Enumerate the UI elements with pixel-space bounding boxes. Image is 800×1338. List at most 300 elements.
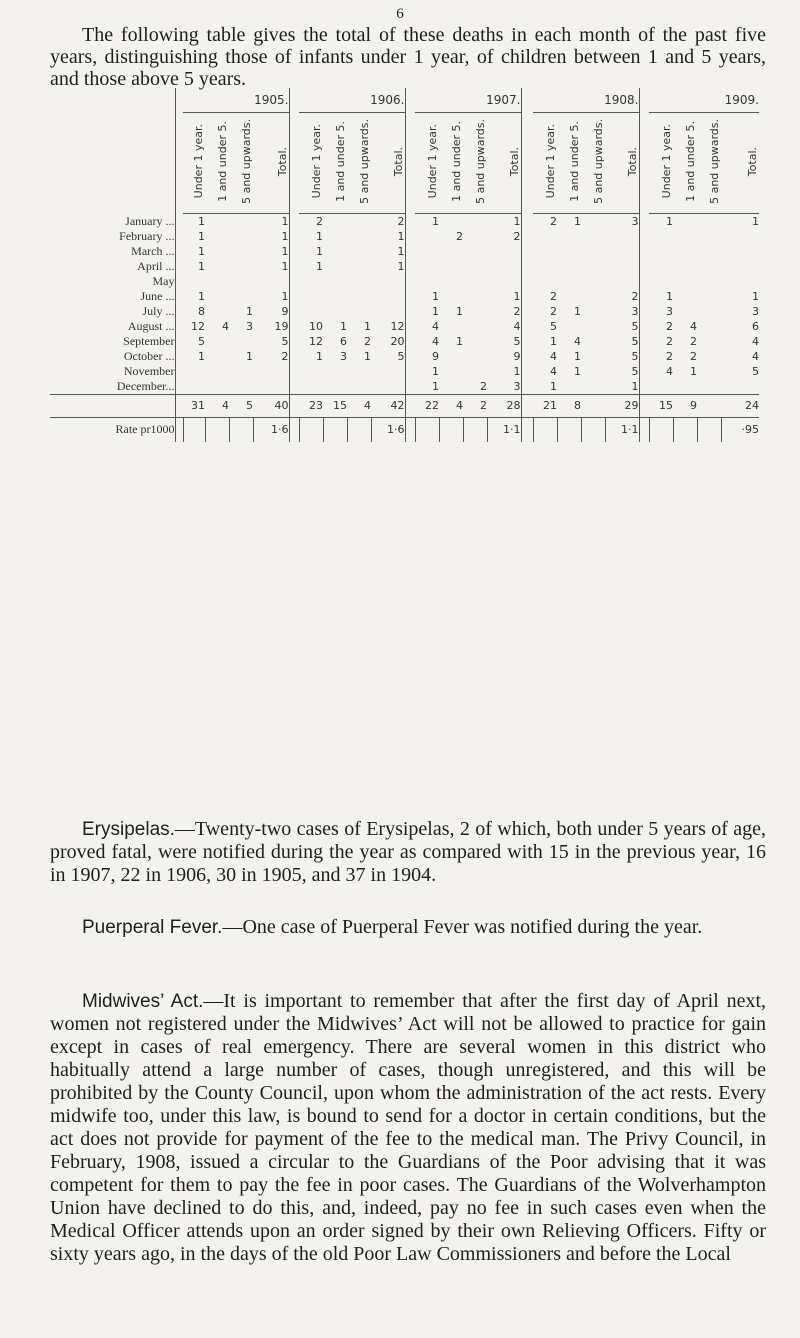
column-header-total (253, 113, 289, 214)
cell-5-and-up (697, 379, 721, 395)
month-row (50, 349, 759, 364)
year-separator (521, 214, 533, 229)
cell-under-1 (183, 364, 205, 379)
rate-value: 1·6 (253, 417, 289, 442)
column-header-1-to-5 (323, 113, 347, 214)
cell-under-1: 2 (550, 304, 557, 318)
year-separator (405, 113, 415, 214)
cell-total: 1 (631, 379, 639, 393)
month-label: March ... (131, 243, 175, 258)
year-separator (175, 379, 183, 395)
cell-1-to-5: 8 (557, 394, 581, 417)
year-separator (289, 364, 299, 379)
cell-1-to-5 (557, 274, 581, 289)
cell-5-and-up (347, 229, 371, 244)
cell-total (371, 304, 405, 319)
midwives-heading: Midwives’ Act. (82, 991, 204, 1012)
column-header-label: Under 1 year. (426, 124, 439, 199)
cell-5-and-up: 3 (246, 319, 253, 333)
cell-1-to-5 (323, 304, 347, 319)
cell-total: 1 (397, 229, 405, 243)
cell-total: 1 (281, 214, 289, 228)
cell-under-1: 1 (198, 229, 205, 243)
cell-under-1: 1 (316, 229, 323, 243)
column-header-label: 1 and under 5. (450, 121, 463, 202)
cell-under-1: 5 (198, 334, 205, 348)
year-separator (175, 259, 183, 274)
cell-1-to-5: 1 (574, 214, 581, 228)
cell-total: 4 (513, 319, 521, 333)
cell-total: 19 (274, 319, 289, 333)
cell-1-to-5 (205, 364, 229, 379)
year-separator (175, 214, 183, 229)
cell-total (721, 244, 759, 259)
cell-under-1: 12 (309, 334, 323, 348)
cell-total: 1 (513, 289, 521, 303)
cell-under-1 (533, 244, 557, 259)
cell-total (371, 364, 405, 379)
cell-under-1: 31 (183, 394, 205, 417)
cell-under-1: 3 (666, 304, 673, 318)
puerperal-heading: Puerperal Fever. (82, 917, 223, 938)
column-header-total (371, 113, 405, 214)
cell-under-1: 10 (309, 319, 323, 333)
column-header-label: Total. (391, 146, 405, 177)
year-separator (405, 274, 415, 289)
year-separator (175, 244, 183, 259)
year-separator (175, 334, 183, 349)
cell-5-and-up: 2 (480, 379, 487, 393)
column-header-label: Under 1 year. (310, 124, 323, 199)
cell-under-1: 1 (550, 379, 557, 393)
cell-total (487, 244, 521, 259)
column-header-under-1 (415, 113, 439, 214)
cell-total: 42 (371, 394, 405, 417)
cell-total: 1 (752, 214, 759, 228)
cell-5-and-up (347, 379, 371, 395)
year-separator (639, 394, 649, 417)
cell-total: 24 (721, 394, 759, 417)
cell-5-and-up (581, 259, 605, 274)
column-header-5-and-up (581, 113, 605, 214)
cell-5-and-up (463, 349, 487, 364)
cell-5-and-up (229, 364, 253, 379)
year-separator (521, 259, 533, 274)
cell-under-1: 4 (432, 319, 439, 333)
year-separator (405, 349, 415, 364)
year-separator (639, 417, 649, 442)
cell-under-1: 1 (316, 259, 323, 273)
year-separator (175, 349, 183, 364)
corner-cell (50, 113, 175, 214)
cell-under-1: 1 (198, 349, 205, 363)
year-separator (405, 334, 415, 349)
cell-5-and-up (229, 214, 253, 229)
cell-under-1 (649, 379, 673, 395)
rate-empty-cell (533, 417, 557, 442)
month-row (50, 259, 759, 274)
cell-5-and-up (581, 214, 605, 229)
cell-5-and-up (697, 304, 721, 319)
cell-5-and-up (581, 244, 605, 259)
cell-1-to-5 (205, 259, 229, 274)
year-separator (289, 289, 299, 304)
year-separator (289, 274, 299, 289)
year-separator (175, 304, 183, 319)
cell-under-1 (533, 259, 557, 274)
cell-5-and-up (229, 259, 253, 274)
column-header-label: 5 and upwards. (592, 119, 605, 204)
cell-under-1 (649, 244, 673, 259)
cell-under-1 (533, 274, 557, 289)
intro-text: The following table gives the total of these deaths in each month of the past five years, distinguishing those of infants under 1 year, of children between 1 and 5 years, and those above 5 years. (50, 24, 766, 90)
cell-under-1: 1 (432, 364, 439, 378)
cell-under-1 (415, 244, 439, 259)
cell-total (487, 259, 521, 274)
column-header-row (50, 113, 759, 214)
cell-5-and-up (347, 304, 371, 319)
cell-1-to-5 (205, 274, 229, 289)
month-row (50, 304, 759, 319)
cell-under-1: 1 (432, 214, 439, 228)
rate-empty-cell (649, 417, 673, 442)
column-header-total (605, 113, 639, 214)
month-row (50, 244, 759, 259)
cell-total: 2 (281, 349, 289, 363)
cell-under-1 (649, 229, 673, 244)
cell-1-to-5 (673, 289, 697, 304)
year-separator (521, 244, 533, 259)
cell-total: 5 (513, 334, 521, 348)
cell-total (721, 379, 759, 395)
cell-total (253, 364, 289, 379)
cell-1-to-5: 2 (690, 349, 697, 363)
cell-under-1: 1 (316, 244, 323, 258)
cell-total (371, 289, 405, 304)
cell-under-1: 1 (550, 334, 557, 348)
cell-total: 2 (513, 304, 521, 318)
cell-total: 1 (281, 289, 289, 303)
rate-value: ·95 (721, 417, 759, 442)
cell-1-to-5: 1 (574, 364, 581, 378)
year-separator (639, 379, 649, 395)
cell-under-1 (415, 274, 439, 289)
cell-under-1: 1 (198, 244, 205, 258)
cell-1-to-5: 1 (456, 304, 463, 318)
column-header-5-and-up (347, 113, 371, 214)
cell-1-to-5 (323, 244, 347, 259)
year-separator (405, 304, 415, 319)
cell-1-to-5: 6 (340, 334, 347, 348)
year-separator (405, 417, 415, 442)
cell-5-and-up (347, 274, 371, 289)
midwives-text: —It is important to remember that after the first day of April next, women not registered under the Midwives’ Act will not be allowed to practice for gain except in cases of real emergency. There are several women in this district who habitually attend a large number of cases, though unregistered, and this will be prohibited by the County Council, upon whom the administration of the act rests. Every midwife too, under this law, is bound to send for a doctor in certain conditions, but the act does not provide for payment of the fee to the medical man. The Privy Council, in February, 1908, issued a circular to the Guardians of the Poor advising that it was competent for them to pay the fee in poor cases. The Guardians of the Wolverhampton Union have declined to do this, and, indeed, pay no fee in such cases even when the Medical Officer attends upon an order signed by their own Relieving Officers. Fifty or sixty years ago, in the days of the old Poor Law Commissioners and before the Local (50, 990, 767, 1265)
cell-1-to-5: 2 (456, 229, 463, 243)
cell-5-and-up (697, 244, 721, 259)
totals-label (50, 394, 175, 417)
year-separator (175, 113, 183, 214)
cell-under-1: 1 (666, 214, 673, 228)
intro-paragraph (50, 24, 766, 90)
cell-1-to-5 (205, 304, 229, 319)
cell-total: 29 (605, 394, 639, 417)
cell-5-and-up (463, 304, 487, 319)
year-separator (289, 304, 299, 319)
cell-total: 5 (397, 349, 405, 363)
cell-total: 2 (397, 214, 405, 228)
rate-value: 1·6 (371, 417, 405, 442)
cell-5-and-up (347, 289, 371, 304)
cell-total: 6 (752, 319, 759, 333)
rate-empty-cell (697, 417, 721, 442)
cell-total (371, 274, 405, 289)
cell-total: 40 (253, 394, 289, 417)
column-header-1-to-5 (205, 113, 229, 214)
year-separator (521, 334, 533, 349)
cell-total (253, 274, 289, 289)
cell-1-to-5 (323, 364, 347, 379)
cell-under-1 (649, 259, 673, 274)
year-separator (639, 349, 649, 364)
cell-total: 4 (752, 349, 759, 363)
cell-5-and-up (347, 364, 371, 379)
midwives-section (50, 990, 766, 1266)
cell-under-1: 1 (432, 304, 439, 318)
year-separator (405, 379, 415, 395)
cell-total: 3 (631, 214, 639, 228)
year-separator (289, 113, 299, 214)
cell-total: 5 (281, 334, 289, 348)
month-label: July ... (142, 303, 175, 318)
cell-1-to-5 (439, 274, 463, 289)
cell-5-and-up (463, 214, 487, 229)
cell-5-and-up (229, 244, 253, 259)
month-row (50, 289, 759, 304)
cell-1-to-5 (673, 229, 697, 244)
column-header-label: 5 and upwards. (708, 119, 721, 204)
column-header-label: 1 and under 5. (216, 121, 229, 202)
cell-1-to-5 (673, 259, 697, 274)
month-row (50, 319, 759, 334)
year-separator (289, 319, 299, 334)
year-separator (521, 113, 533, 214)
cell-under-1: 12 (191, 319, 205, 333)
column-header-1-to-5 (439, 113, 463, 214)
cell-under-1: 1 (316, 349, 323, 363)
cell-under-1: 1 (198, 214, 205, 228)
column-header-under-1 (649, 113, 673, 214)
cell-5-and-up: 1 (364, 319, 371, 333)
cell-1-to-5: 1 (690, 364, 697, 378)
rate-value: 1·1 (605, 417, 639, 442)
column-header-total (487, 113, 521, 214)
cell-total: 5 (631, 364, 639, 378)
cell-1-to-5: 1 (340, 319, 347, 333)
year-header-1909: 1909. (649, 88, 759, 113)
cell-1-to-5 (205, 334, 229, 349)
cell-total: 1 (513, 364, 521, 378)
cell-total (253, 379, 289, 395)
column-header-label: Total. (746, 146, 759, 177)
year-separator (289, 417, 299, 442)
column-header-label: Total. (507, 146, 521, 177)
year-separator (175, 319, 183, 334)
cell-5-and-up (229, 274, 253, 289)
cell-total: 1 (281, 259, 289, 273)
cell-5-and-up (581, 379, 605, 395)
year-separator (289, 349, 299, 364)
cell-total: 1 (281, 229, 289, 243)
cell-1-to-5: 2 (690, 334, 697, 348)
year-separator (521, 379, 533, 395)
cell-total: 3 (631, 304, 639, 318)
rate-empty-cell (229, 417, 253, 442)
cell-total: 5 (631, 334, 639, 348)
cell-under-1: 4 (666, 364, 673, 378)
year-separator (639, 259, 649, 274)
column-header-label: 1 and under 5. (568, 121, 581, 202)
cell-5-and-up (581, 319, 605, 334)
rate-empty-cell (463, 417, 487, 442)
cell-under-1: 2 (550, 214, 557, 228)
year-separator (639, 244, 649, 259)
cell-5-and-up (229, 379, 253, 395)
year-separator (175, 417, 183, 442)
cell-under-1: 2 (666, 349, 673, 363)
cell-under-1 (415, 229, 439, 244)
cell-5-and-up (581, 394, 605, 417)
column-header-label: Total. (625, 146, 639, 177)
cell-total: 12 (390, 319, 405, 333)
month-row (50, 364, 759, 379)
cell-under-1: 4 (550, 349, 557, 363)
year-separator (521, 394, 533, 417)
cell-under-1 (183, 379, 205, 395)
cell-1-to-5: 4 (439, 394, 463, 417)
cell-1-to-5 (557, 289, 581, 304)
cell-5-and-up: 1 (364, 349, 371, 363)
cell-under-1 (299, 364, 323, 379)
cell-under-1: 2 (666, 334, 673, 348)
year-separator (521, 417, 533, 442)
cell-5-and-up (581, 304, 605, 319)
cell-total: 2 (631, 289, 639, 303)
cell-under-1: 4 (432, 334, 439, 348)
cell-under-1: 1 (432, 289, 439, 303)
cell-under-1: 1 (198, 259, 205, 273)
cell-5-and-up (697, 364, 721, 379)
cell-5-and-up (463, 364, 487, 379)
cell-1-to-5 (439, 259, 463, 274)
cell-1-to-5 (557, 244, 581, 259)
column-header-label: 5 and upwards. (358, 119, 371, 204)
month-label: November (123, 363, 175, 378)
year-separator (405, 394, 415, 417)
column-header-label: 5 and upwards. (240, 119, 253, 204)
cell-under-1: 21 (533, 394, 557, 417)
year-separator (639, 214, 649, 229)
erysipelas-text: —Twenty-two cases of Erysipelas, 2 of which, both under 5 years of age, proved fatal, were notified during the year as compared with 15 in the previous year, 16 in 1907, 22 in 1906, 30 in 1905, and 37 in 1904. (50, 818, 766, 886)
cell-5-and-up (697, 289, 721, 304)
puerperal-text: —One case of Puerperal Fever was notified during the year. (222, 916, 703, 938)
rate-empty-cell (205, 417, 229, 442)
month-row (50, 334, 759, 349)
deaths-table (50, 88, 759, 442)
cell-under-1: 2 (316, 214, 323, 228)
cell-under-1: 2 (550, 289, 557, 303)
cell-5-and-up (697, 259, 721, 274)
cell-1-to-5 (323, 229, 347, 244)
year-separator (289, 244, 299, 259)
cell-1-to-5 (439, 379, 463, 395)
year-separator (521, 364, 533, 379)
cell-1-to-5 (439, 244, 463, 259)
cell-5-and-up (581, 289, 605, 304)
month-row (50, 379, 759, 395)
rate-empty-cell (323, 417, 347, 442)
cell-total (487, 274, 521, 289)
year-separator (521, 289, 533, 304)
cell-5-and-up (463, 334, 487, 349)
erysipelas-heading: Erysipelas. (82, 819, 175, 840)
cell-1-to-5 (557, 229, 581, 244)
rate-empty-cell (347, 417, 371, 442)
year-separator (405, 364, 415, 379)
year-separator (521, 319, 533, 334)
cell-1-to-5 (439, 349, 463, 364)
column-header-under-1 (533, 113, 557, 214)
column-header-under-1 (299, 113, 323, 214)
column-header-label: 1 and under 5. (684, 121, 697, 202)
cell-1-to-5 (205, 229, 229, 244)
page-number: 6 (396, 6, 404, 22)
cell-1-to-5 (439, 289, 463, 304)
year-separator (289, 334, 299, 349)
cell-1-to-5 (557, 319, 581, 334)
month-label: May (152, 273, 175, 288)
cell-total: 9 (513, 349, 521, 363)
column-header-1-to-5 (557, 113, 581, 214)
cell-1-to-5: 9 (673, 394, 697, 417)
cell-1-to-5 (673, 304, 697, 319)
column-header-5-and-up (697, 113, 721, 214)
cell-1-to-5: 1 (456, 334, 463, 348)
cell-5-and-up (697, 274, 721, 289)
cell-1-to-5 (205, 349, 229, 364)
cell-total: 20 (390, 334, 405, 348)
column-header-label: Under 1 year. (660, 124, 673, 199)
cell-total (371, 379, 405, 395)
cell-5-and-up (697, 319, 721, 334)
year-separator (289, 229, 299, 244)
column-header-1-to-5 (673, 113, 697, 214)
year-separator (175, 364, 183, 379)
year-separator (521, 274, 533, 289)
erysipelas-section (50, 818, 766, 887)
cell-5-and-up: 2 (463, 394, 487, 417)
cell-total (605, 259, 639, 274)
cell-under-1: 1 (432, 379, 439, 393)
cell-total: 5 (631, 349, 639, 363)
cell-under-1 (415, 259, 439, 274)
month-row (50, 229, 759, 244)
year-separator (175, 394, 183, 417)
month-label: April ... (137, 258, 175, 273)
cell-1-to-5 (439, 214, 463, 229)
cell-under-1: 23 (299, 394, 323, 417)
cell-5-and-up (581, 229, 605, 244)
cell-1-to-5 (439, 319, 463, 334)
